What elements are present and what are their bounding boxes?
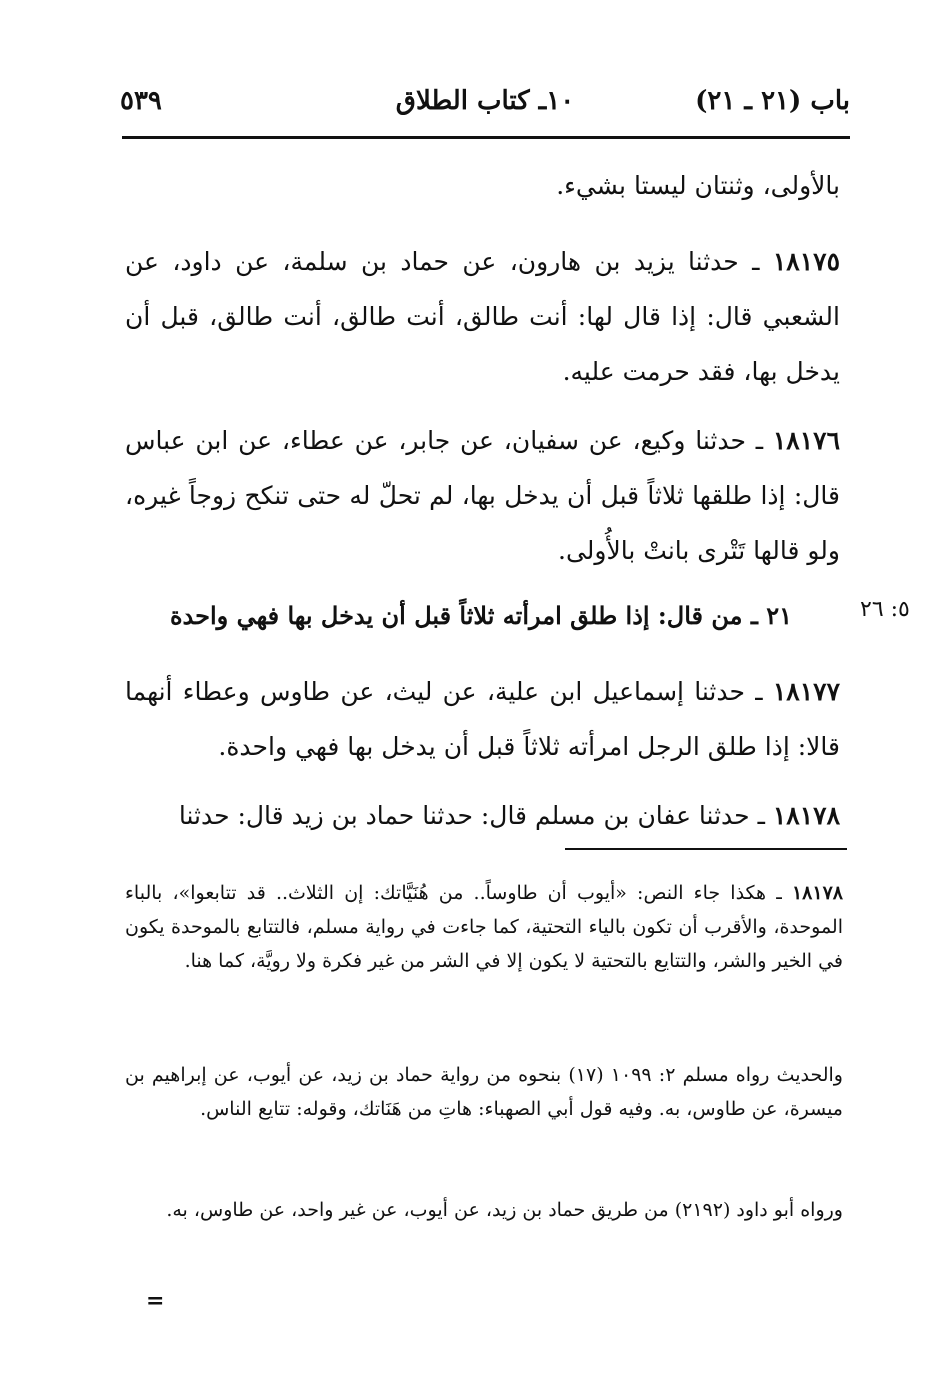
footnote-text: والحديث رواه مسلم ٢: ١٠٩٩ (١٧) بنحوه من رواية حماد بن زيد، عن أيوب، عن إبراهيم بن ميسرة، عن طاوس، به. وفيه قول أبي الصهباء: هاتِ من هَنَاتك، وقوله: تتايع الناس. bbox=[125, 1064, 843, 1120]
footnote-number: ١٨١٧٨ bbox=[791, 882, 843, 904]
continuation-mark: = bbox=[146, 1288, 165, 1314]
paragraph-text: بالأولى، وثنتان ليستا بشيء. bbox=[556, 171, 840, 200]
footnote-1 bbox=[125, 876, 843, 978]
section-heading: ٢١ ـ من قال: إذا طلق امرأته ثلاثاً قبل أن يدخل بها فهي واحدة bbox=[169, 601, 792, 630]
footnote-text: ورواه أبو داود (٢١٩٢) من طريق حماد بن زيد، عن أيوب، عن غير واحد، عن طاوس، به. bbox=[166, 1199, 843, 1221]
hadith-18178 bbox=[125, 788, 840, 843]
book-title: ١٠ـ كتاب الطلاق bbox=[395, 86, 575, 116]
chapter-label: باب (٢١ ـ ٢١) bbox=[695, 86, 850, 116]
hadith-text: ـ حدثنا عفان بن مسلم قال: حدثنا حماد بن زيد قال: حدثنا bbox=[178, 801, 765, 830]
header-rule bbox=[122, 136, 850, 139]
page-number: ٥٣٩ bbox=[120, 86, 162, 116]
footnote-3 bbox=[125, 1193, 843, 1227]
hadith-number: ١٨١٧٦ bbox=[772, 426, 840, 455]
footnote-rule bbox=[565, 848, 847, 850]
hadith-18175 bbox=[125, 234, 840, 399]
hadith-text: ـ حدثنا وكيع، عن سفيان، عن جابر، عن عطاء، عن ابن عباس قال: إذا طلقها ثلاثاً قبل أن يدخل بها، لم تحلّ له حتى تنكح زوجاً غيره، ولو قالها تَتْرى بانتْ بالأُولى. bbox=[125, 426, 840, 565]
hadith-text: ـ حدثنا إسماعيل ابن علية، عن ليث، عن طاوس وعطاء أنهما قالا: إذا طلق الرجل امرأته ثلاثاً قبل أن يدخل بها فهي واحدة. bbox=[125, 677, 840, 761]
hadith-18177 bbox=[125, 664, 840, 774]
hadith-number: ١٨١٧٨ bbox=[772, 801, 840, 830]
hadith-text: ـ حدثنا يزيد بن هارون، عن حماد بن سلمة، عن داود، عن الشعبي قال: إذا قال لها: أنت طالق، أنت طالق، أنت طالق، قبل أن يدخل بها، فقد حرمت عليه. bbox=[125, 247, 840, 386]
hadith-18176 bbox=[125, 413, 840, 578]
paragraph-continuation bbox=[125, 158, 840, 213]
page-header bbox=[120, 82, 850, 126]
margin-reference: ٥: ٢٦ bbox=[860, 597, 910, 622]
footnote-text: ـ هكذا جاء النص: «أيوب أن طاوساً.. من هُنَيَّاتك: إن الثلاث.. قد تتابعوا»، بالباء الموحدة، والأقرب أن تكون بالياء التحتية، كما جاءت في رواية مسلم، فالتتابع بالموحدة يكون في الخير والشر، والتتايع بالتحتية لا يكون إلا في الشر من غير فكرة ولا رويَّة، كما هنا. bbox=[125, 882, 843, 972]
hadith-number: ١٨١٧٧ bbox=[772, 677, 840, 706]
footnote-2 bbox=[125, 1058, 843, 1126]
hadith-number: ١٨١٧٥ bbox=[772, 247, 840, 276]
